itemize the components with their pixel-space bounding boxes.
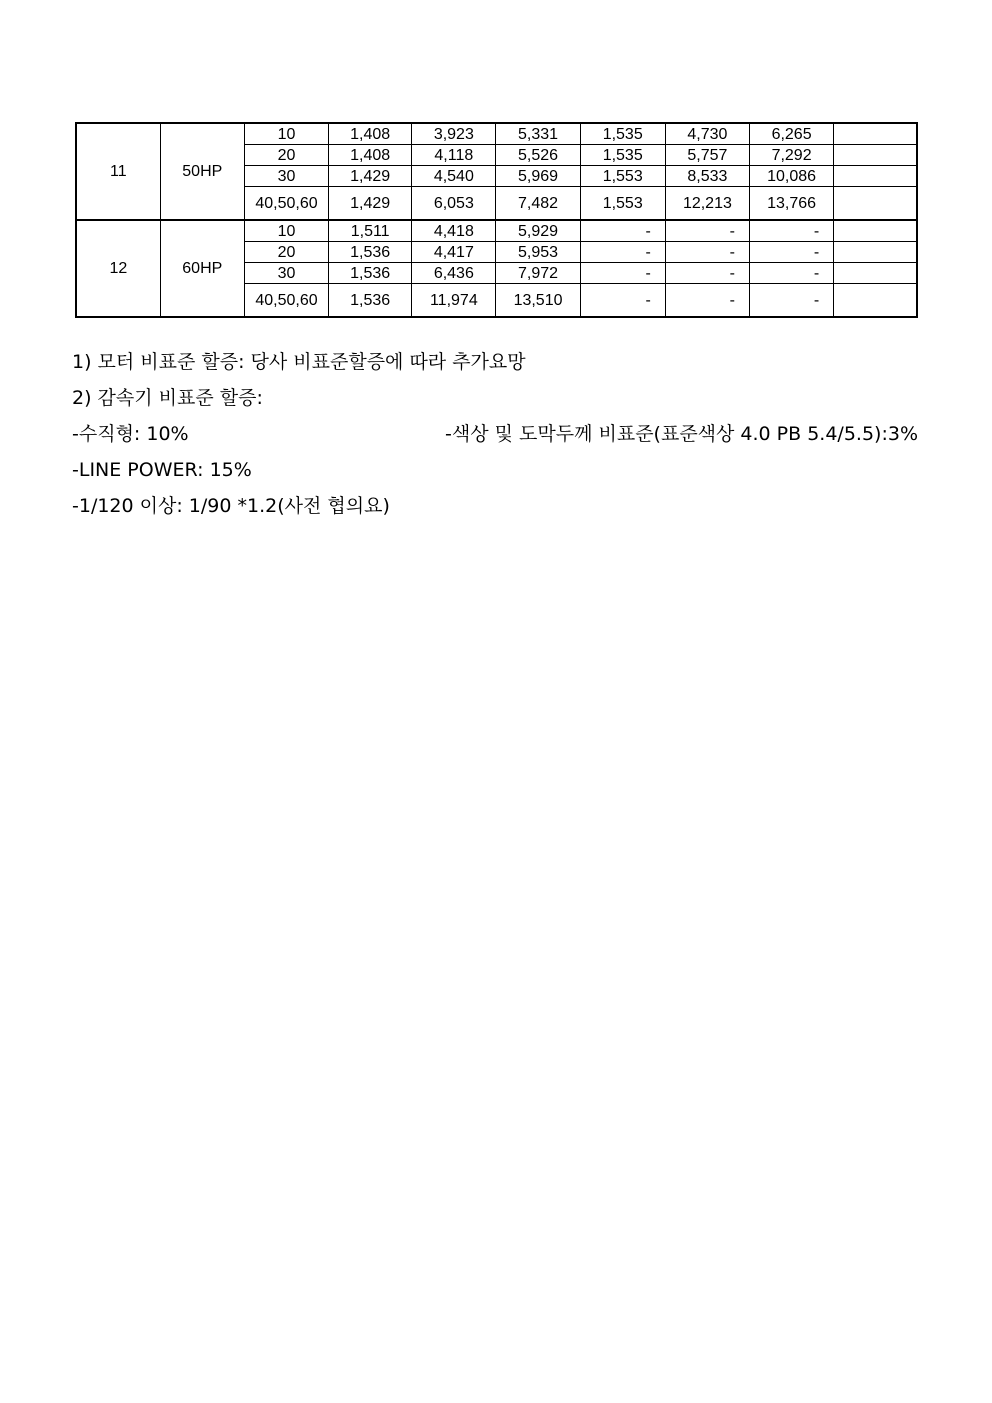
table-cell: 12,213 <box>665 187 749 221</box>
table-cell: 11,974 <box>412 284 496 318</box>
note-reducer-surcharge: 2) 감속기 비표준 할증: <box>72 387 263 409</box>
table-cell: 1,535 <box>580 145 665 166</box>
table-cell: 1,429 <box>329 166 412 187</box>
ratio-cell: 30 <box>244 166 328 187</box>
table-cell: 5,526 <box>496 145 580 166</box>
table-cell: - <box>750 284 834 318</box>
table-cell: 13,766 <box>750 187 834 221</box>
table-cell: - <box>750 242 834 263</box>
group-horsepower: 60HP <box>160 220 244 317</box>
table-cell <box>834 166 917 187</box>
note-line-power: -LINE POWER: 15% <box>72 459 252 481</box>
table-body <box>76 123 917 317</box>
table-cell: 5,757 <box>665 145 749 166</box>
table-cell: 13,510 <box>496 284 580 318</box>
table-cell: 6,265 <box>750 123 834 145</box>
table-cell: 1,408 <box>329 123 412 145</box>
table-cell: 3,923 <box>412 123 496 145</box>
ratio-cell: 20 <box>244 242 328 263</box>
table-cell: - <box>665 284 749 318</box>
table-cell: 4,730 <box>665 123 749 145</box>
table-cell: 6,053 <box>412 187 496 221</box>
table-cell <box>834 145 917 166</box>
table-cell: - <box>580 242 665 263</box>
table-cell: - <box>580 220 665 242</box>
table-cell <box>834 220 917 242</box>
table-cell: 7,292 <box>750 145 834 166</box>
table-row <box>76 220 917 242</box>
table-cell: 7,972 <box>496 263 580 284</box>
table-cell <box>834 187 917 221</box>
table-cell: 7,482 <box>496 187 580 221</box>
table-cell: 6,436 <box>412 263 496 284</box>
table-cell: 1,553 <box>580 166 665 187</box>
table-cell <box>834 263 917 284</box>
table-cell: 1,536 <box>329 242 412 263</box>
table-cell: - <box>580 284 665 318</box>
table-cell: 5,969 <box>496 166 580 187</box>
table-cell: - <box>665 220 749 242</box>
table-cell: 1,511 <box>329 220 412 242</box>
table-cell: 4,418 <box>412 220 496 242</box>
table-cell: 1,429 <box>329 187 412 221</box>
table-cell: 1,536 <box>329 284 412 318</box>
table-cell: - <box>580 263 665 284</box>
table-cell <box>834 123 917 145</box>
table-cell <box>834 284 917 318</box>
table-cell: 5,929 <box>496 220 580 242</box>
table-cell: 4,118 <box>412 145 496 166</box>
ratio-cell: 20 <box>244 145 328 166</box>
group-number: 12 <box>76 220 160 317</box>
note-color-coating: -색상 및 도막두께 비표준(표준색상 4.0 PB 5.4/5.5):3% <box>445 423 918 445</box>
notes-section <box>72 344 918 524</box>
ratio-cell: 30 <box>244 263 328 284</box>
table-cell: 1,408 <box>329 145 412 166</box>
ratio-cell: 10 <box>244 220 328 242</box>
table-cell: 1,536 <box>329 263 412 284</box>
table-cell: 5,331 <box>496 123 580 145</box>
table-cell: 4,540 <box>412 166 496 187</box>
ratio-cell: 40,50,60 <box>244 284 328 318</box>
note-motor-surcharge: 1) 모터 비표준 할증: 당사 비표준할증에 따라 추가요망 <box>72 351 526 373</box>
table-cell: - <box>665 242 749 263</box>
table-row <box>76 123 917 145</box>
ratio-cell: 10 <box>244 123 328 145</box>
note-row-vertical-color <box>72 416 918 452</box>
table-cell: 4,417 <box>412 242 496 263</box>
ratio-cell: 40,50,60 <box>244 187 328 221</box>
table-cell: 8,533 <box>665 166 749 187</box>
note-vertical-type: -수직형: 10% <box>72 423 189 445</box>
note-ratio: -1/120 이상: 1/90 *1.2(사전 협의요) <box>72 495 390 517</box>
table-cell <box>834 242 917 263</box>
table-cell: - <box>750 220 834 242</box>
table-cell: - <box>750 263 834 284</box>
table-cell: - <box>665 263 749 284</box>
group-number: 11 <box>76 123 160 220</box>
table-cell: 10,086 <box>750 166 834 187</box>
table-cell: 1,553 <box>580 187 665 221</box>
group-horsepower: 50HP <box>160 123 244 220</box>
table-cell: 5,953 <box>496 242 580 263</box>
table-cell: 1,535 <box>580 123 665 145</box>
price-table <box>75 122 918 318</box>
